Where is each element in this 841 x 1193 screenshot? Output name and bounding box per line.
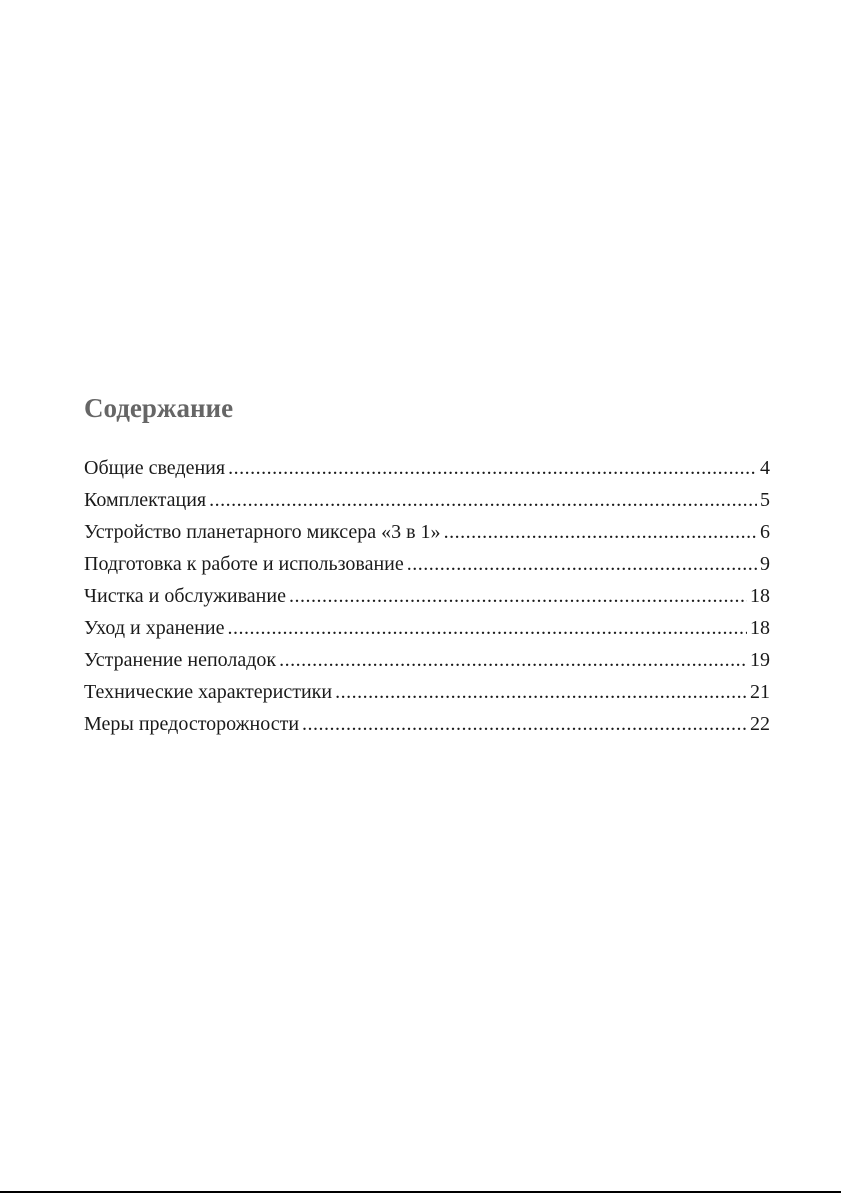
toc-entry-label: Технические характеристики <box>84 681 333 703</box>
toc-list <box>84 454 770 742</box>
toc-page-number: 18 <box>750 617 770 639</box>
toc-dot-leader <box>302 710 747 738</box>
toc-entry-general-info[interactable] <box>84 454 770 486</box>
toc-entry-package-contents[interactable] <box>84 486 770 518</box>
toc-entry-label: Меры предосторожности <box>84 713 300 735</box>
toc-title: Содержание <box>84 393 234 423</box>
toc-dot-leader <box>335 678 747 706</box>
toc-entry-troubleshooting[interactable] <box>84 646 770 678</box>
toc-dot-leader <box>228 454 757 482</box>
toc-entry-label: Чистка и обслуживание <box>84 585 286 607</box>
toc-entry-label: Устройство планетарного миксера «3 в 1» <box>84 521 441 543</box>
toc-entry-label: Подготовка к работе и использование <box>84 553 404 575</box>
toc-dot-leader <box>227 614 747 642</box>
toc-dot-leader <box>444 518 757 546</box>
toc-entry-care-and-storage[interactable] <box>84 614 770 646</box>
toc-dot-leader <box>407 550 757 578</box>
toc-dot-leader <box>289 582 747 610</box>
toc-page-number: 5 <box>760 489 770 511</box>
toc-entry-specifications[interactable] <box>84 678 770 710</box>
toc-entry-safety-precautions[interactable] <box>84 710 770 742</box>
toc-entry-cleaning-and-maintenance[interactable] <box>84 582 770 614</box>
toc-entry-label: Уход и хранение <box>84 617 225 639</box>
toc-entry-label: Общие сведения <box>84 457 226 479</box>
toc-dot-leader <box>279 646 747 674</box>
toc-page-number: 9 <box>760 553 770 575</box>
toc-page-number: 6 <box>760 521 770 543</box>
toc-page-number: 19 <box>750 649 770 671</box>
toc-page-number: 22 <box>750 713 770 735</box>
toc-entry-label: Устранение неполадок <box>84 649 277 671</box>
toc-entry-preparation-and-use[interactable] <box>84 550 770 582</box>
toc-dot-leader <box>209 486 757 514</box>
toc-page-number: 4 <box>760 457 770 479</box>
toc-page-number: 21 <box>750 681 770 703</box>
toc-page-number: 18 <box>750 585 770 607</box>
toc-entry-label: Комплектация <box>84 489 207 511</box>
toc-entry-mixer-design[interactable] <box>84 518 770 550</box>
